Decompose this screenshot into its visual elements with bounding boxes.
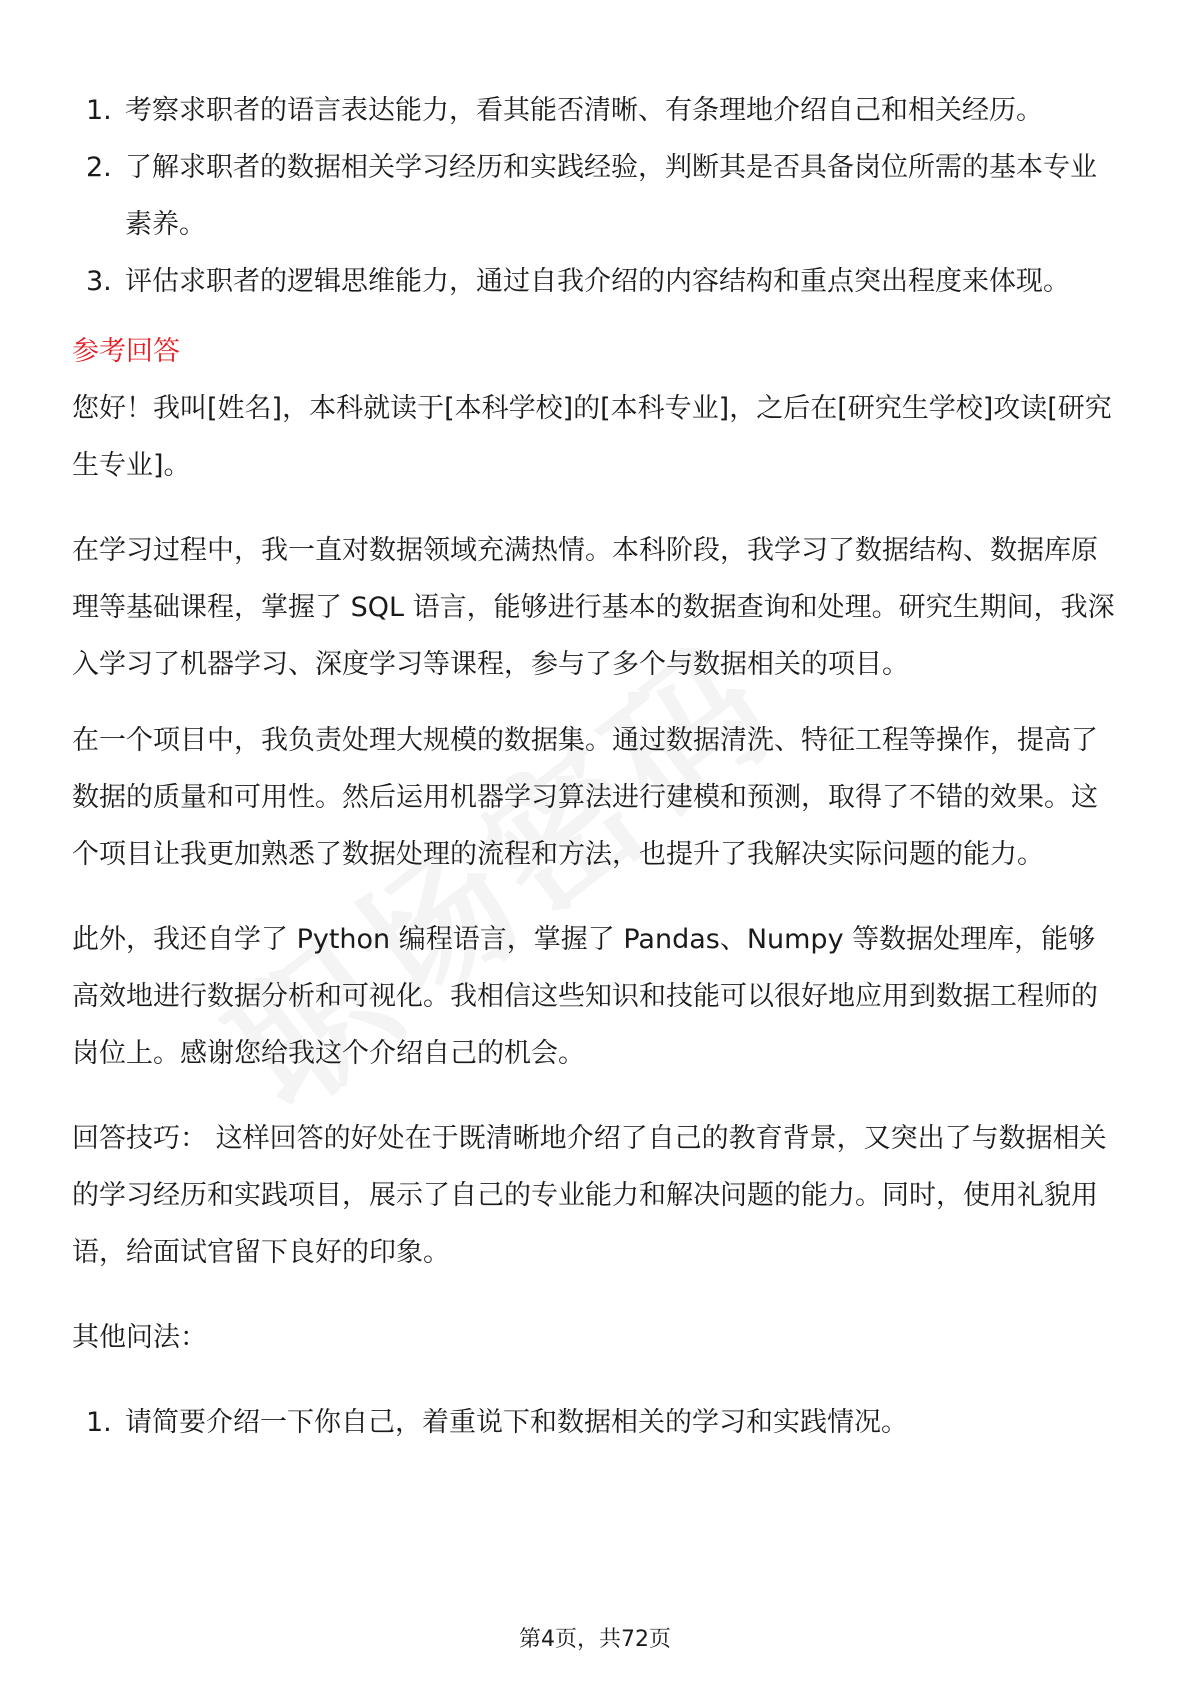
answer-paragraph-project: 在一个项目中，我负责处理大规模的数据集。通过数据清洗、特征工程等操作，提高了数据的质量和可用性。然后运用机器学习算法进行建模和预测，取得了不错的效果。这个项目让我更加熟悉了数据处理的流程和方法，也提升了我解决实际问题的能力。 [72,725,1098,870]
intent-list [72,82,1122,310]
list-item [72,82,1122,139]
list-text: 了解求职者的数据相关学习经历和实践经验，判断其是否具备岗位所需的基本专业素养。 [125,152,1097,240]
page-number-footer: 第4页，共72页 [519,1627,671,1652]
list-text: 评估求职者的逻辑思维能力，通过自我介绍的内容结构和重点突出程度来体现。 [125,266,1070,297]
list-number: 1. [86,1407,112,1438]
list-text: 考察求职者的语言表达能力，看其能否清晰、有条理地介绍自己和相关经历。 [125,95,1043,126]
page-content [72,82,1122,1451]
reference-answer-heading: 参考回答 [72,336,180,367]
answer-paragraph-skills: 此外，我还自学了 Python 编程语言，掌握了 Pandas、Numpy 等数据处理库，能够高效地进行数据分析和可视化。我相信这些知识和技能可以很好地应用到数据工程师的岗位上。感谢您给我这个介绍自己的机会。 [72,924,1098,1069]
answer-paragraph-study: 在学习过程中，我一直对数据领域充满热情。本科阶段，我学习了数据结构、数据库原理等基础课程，掌握了 SQL 语言，能够进行基本的数据查询和处理。研究生期间，我深入学习了机器学习、深度学习等课程，参与了多个与数据相关的项目。 [72,535,1115,680]
other-questions-heading: 其他问法： [72,1322,207,1353]
list-item [72,253,1122,310]
list-number: 1. [86,95,112,126]
list-item [72,139,1122,253]
other-questions-list [72,1394,1122,1451]
answer-paragraph-greeting: 您好！我叫[姓名]，本科就读于[本科学校]的[本科专业]，之后在[研究生学校]攻读[研究生专业]。 [72,393,1112,481]
answer-tips-paragraph: 回答技巧： 这样回答的好处在于既清晰地介绍了自己的教育背景，又突出了与数据相关的学习经历和实践项目，展示了自己的专业能力和解决问题的能力。同时，使用礼貌用语，给面试官留下良好的印象。 [72,1123,1107,1268]
list-number: 2. [86,152,112,183]
list-number: 3. [86,266,112,297]
list-item [72,1394,1122,1451]
list-text: 请简要介绍一下你自己，着重说下和数据相关的学习和实践情况。 [125,1407,908,1438]
